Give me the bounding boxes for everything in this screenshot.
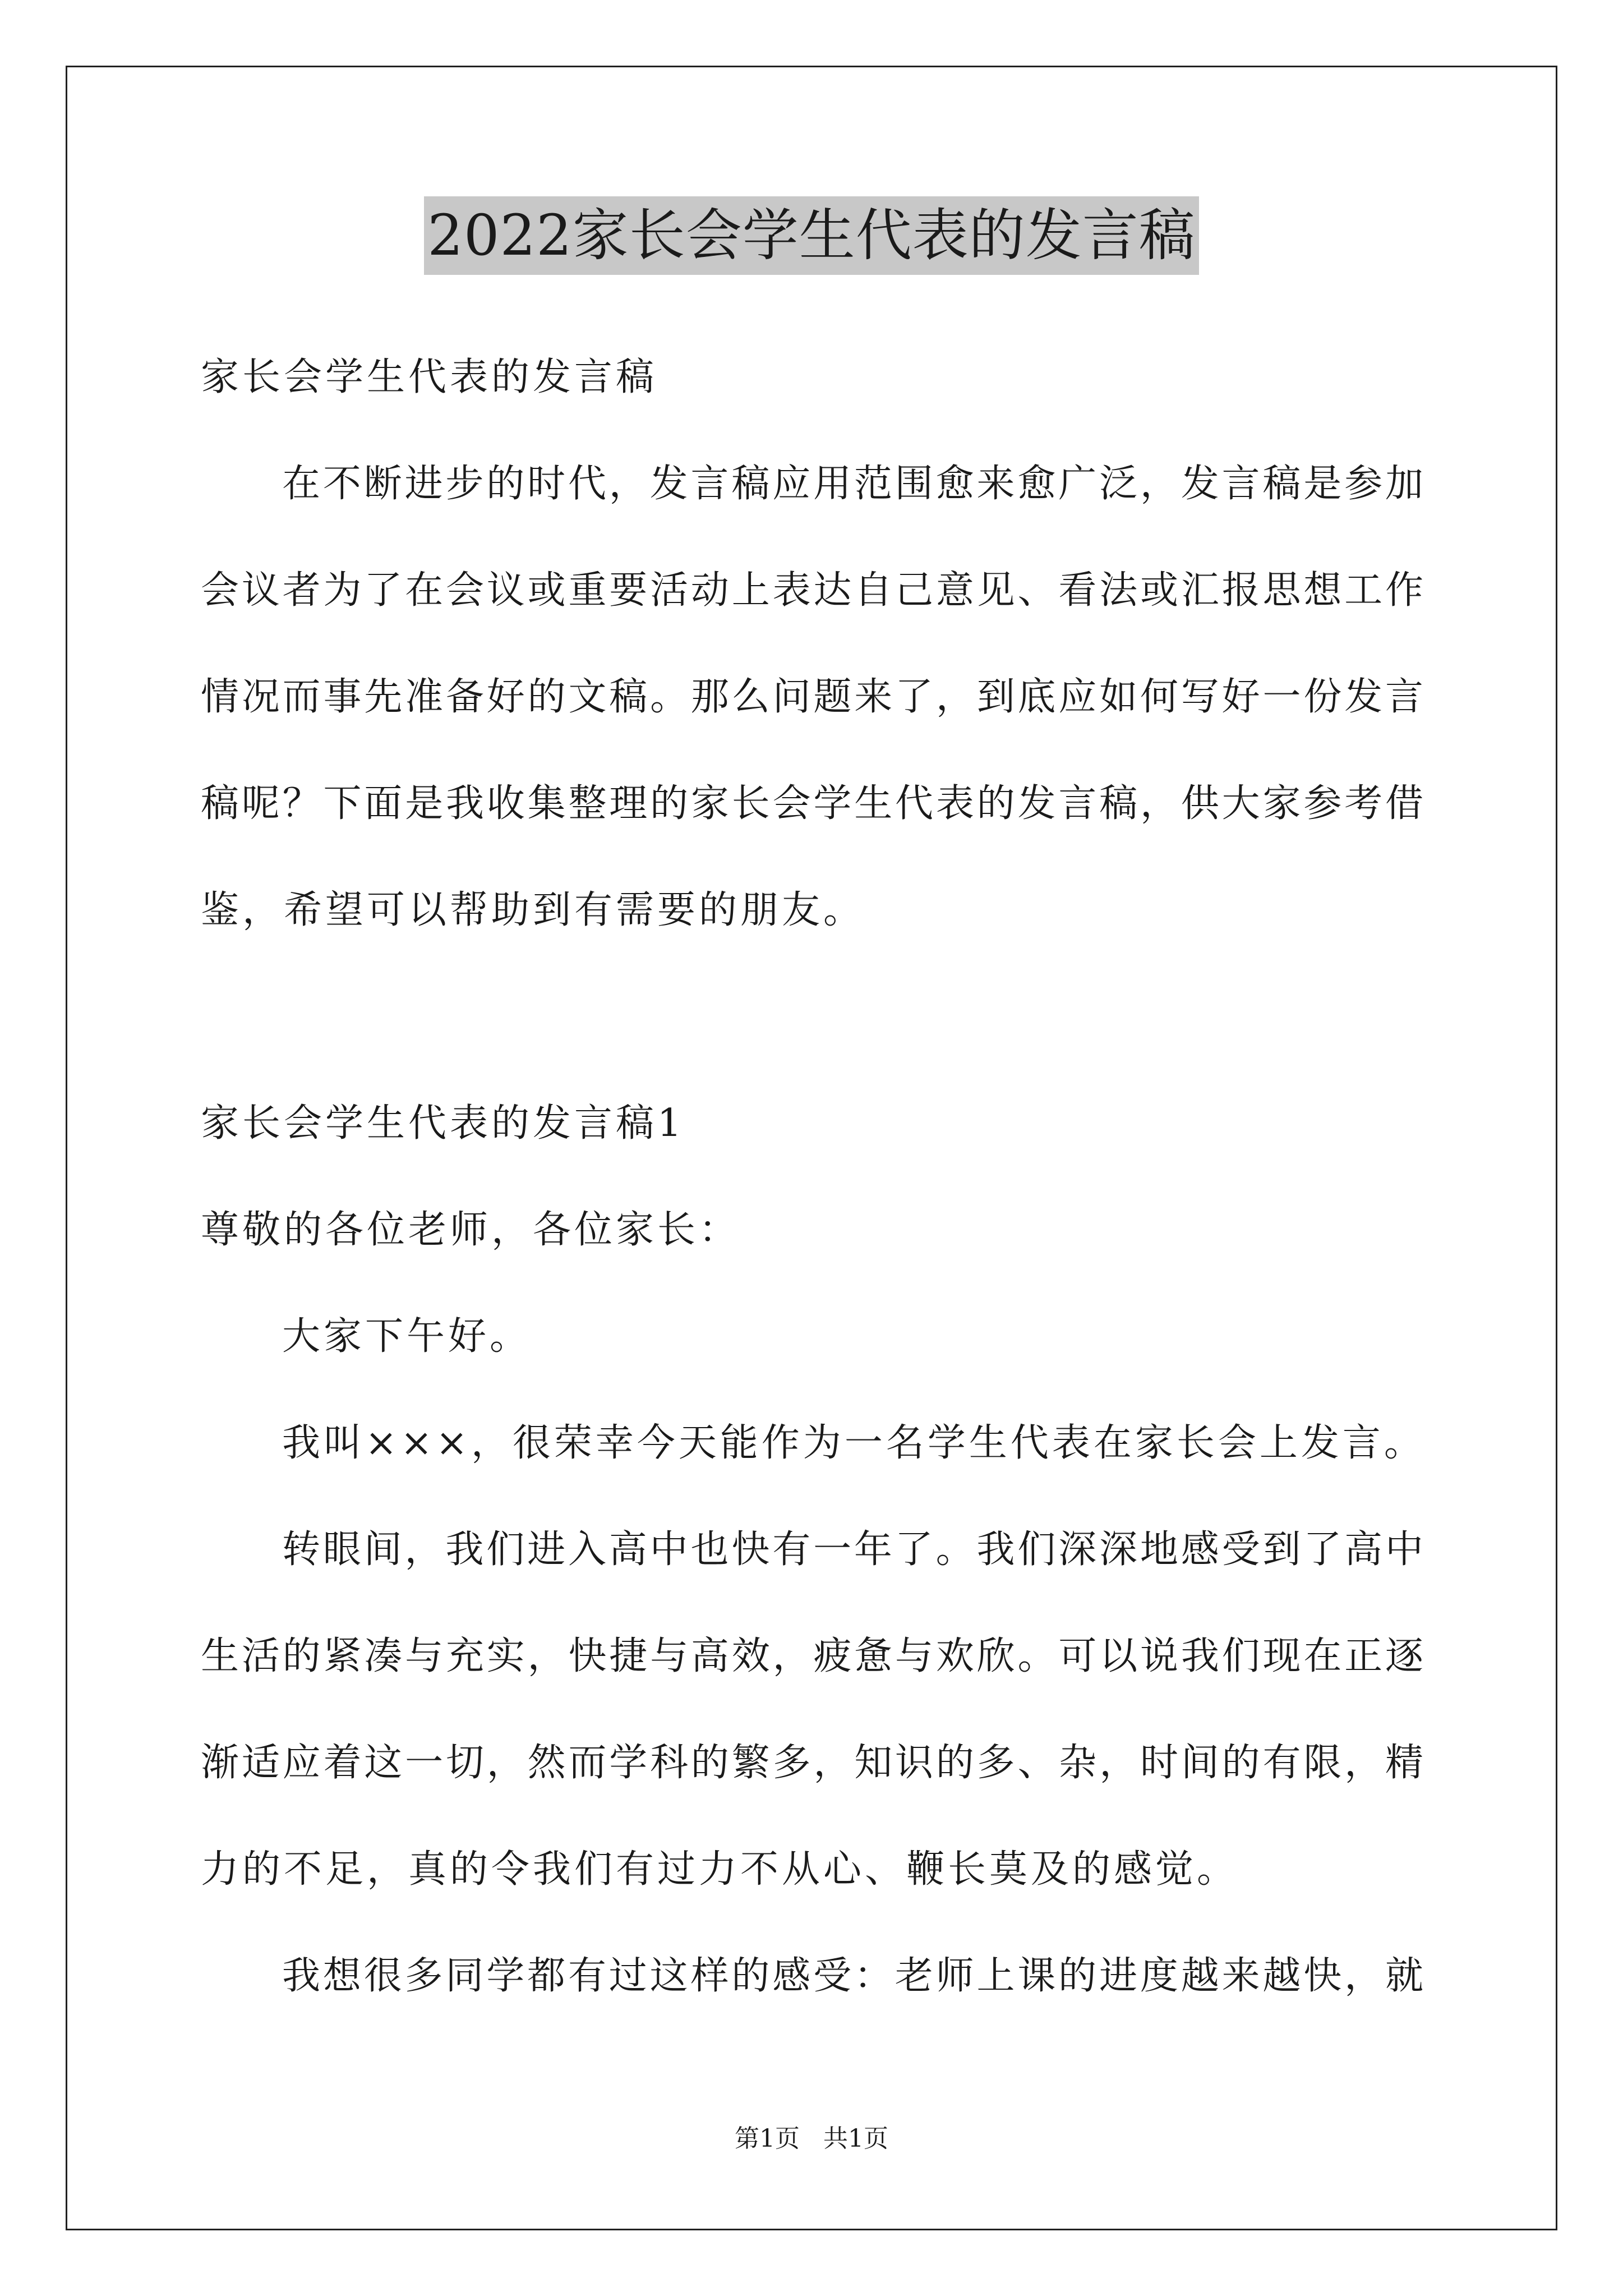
intro-line-4: 稿呢？下面是我收集整理的家长会学生代表的发言稿，供大家参考借 bbox=[201, 781, 1423, 826]
salutation: 尊敬的各位老师，各位家长： bbox=[201, 1208, 741, 1252]
page-footer bbox=[0, 2122, 1623, 2156]
page-number: 第1页 bbox=[735, 2124, 800, 2153]
page-total: 共1页 bbox=[823, 2124, 888, 2153]
greeting: 大家下午好。 bbox=[282, 1314, 532, 1359]
intro-line-2: 会议者为了在会议或重要活动上表达自己意见、看法或汇报思想工作 bbox=[201, 568, 1423, 613]
paragraph-3-line-1: 我想很多同学都有过这样的感受：老师上课的进度越来越快，就 bbox=[282, 1954, 1423, 1998]
paragraph-2-line-3: 渐适应着这一切，然而学科的繁多，知识的多、杂，时间的有限，精 bbox=[201, 1741, 1423, 1785]
paragraph-2-line-2: 生活的紧凑与充实，快捷与高效，疲惫与欢欣。可以说我们现在正逐 bbox=[201, 1634, 1423, 1678]
paragraph-1: 我叫×××，很荣幸今天能作为一名学生代表在家长会上发言。 bbox=[282, 1421, 1426, 1465]
section-heading: 家长会学生代表的发言稿1 bbox=[201, 1101, 685, 1145]
intro-line-1: 在不断进步的时代，发言稿应用范围愈来愈广泛，发言稿是参加 bbox=[282, 462, 1423, 506]
title-container bbox=[0, 196, 1623, 275]
document-subtitle: 家长会学生代表的发言稿 bbox=[201, 355, 658, 399]
paragraph-2-line-4: 力的不足，真的令我们有过力不从心、鞭长莫及的感觉。 bbox=[201, 1847, 1239, 1892]
paragraph-2-line-1: 转眼间，我们进入高中也快有一年了。我们深深地感受到了高中 bbox=[282, 1527, 1423, 1572]
intro-line-3: 情况而事先准备好的文稿。那么问题来了，到底应如何写好一份发言 bbox=[201, 675, 1423, 719]
document-title: 2022家长会学生代表的发言稿 bbox=[424, 196, 1199, 275]
intro-line-5: 鉴，希望可以帮助到有需要的朋友。 bbox=[201, 888, 865, 932]
